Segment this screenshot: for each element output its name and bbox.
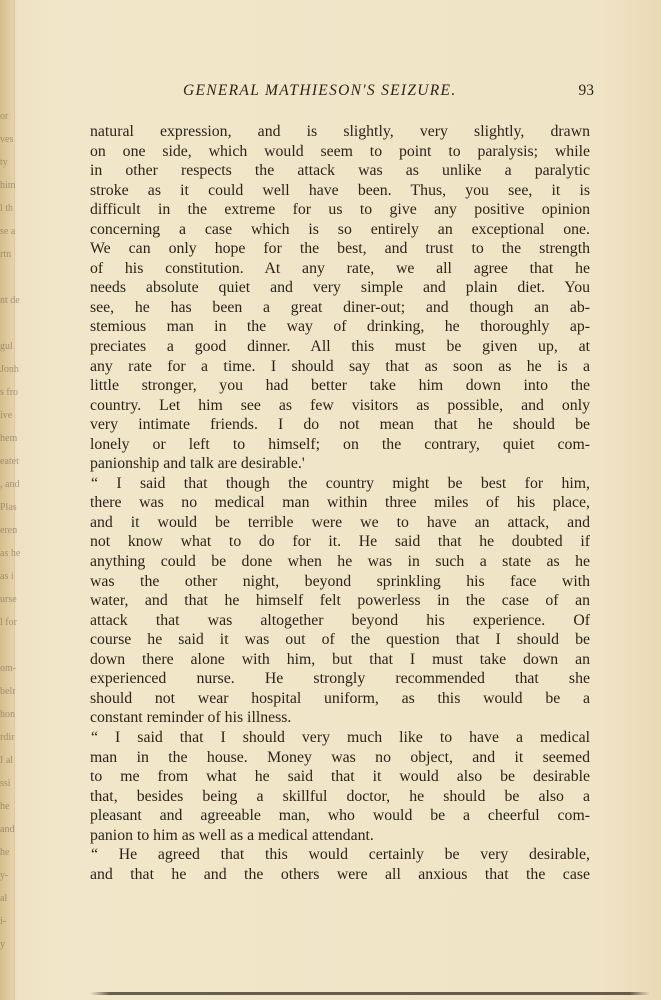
text-line: not know what to do for it. He said that he doubted if: [90, 533, 590, 551]
text-line: man in the house. Money was no object, and it seemed: [90, 748, 590, 766]
text-line: should not wear hospital uniform, as this would be a: [90, 689, 590, 707]
bleed-fragment: nt de: [0, 295, 20, 306]
text-line: anything could be done when he was in such a state as he: [90, 553, 590, 571]
bleed-fragment: al: [0, 893, 8, 904]
body-text: [90, 122, 590, 884]
bleed-fragment: I al: [0, 755, 14, 766]
bleed-fragment: as i: [0, 571, 14, 582]
text-line: any rate for a time. I should say that as soon as he is a: [90, 357, 590, 375]
bleed-fragment: s fro: [0, 387, 19, 398]
bleed-fragment: ty: [0, 157, 8, 168]
bleed-fragment: y-: [0, 870, 9, 881]
text-line: and it would be terrible were we to have an attack, and: [90, 513, 590, 531]
page-bottom-edge: [90, 992, 650, 995]
text-line: needs absolute quiet and very simple and plain diet. You: [90, 279, 590, 297]
bleed-fragment: y: [0, 939, 5, 950]
text-line: was the other night, beyond sprinkling his face with: [90, 572, 590, 590]
text-line: constant reminder of his illness.: [90, 709, 292, 727]
text-line: course he said it was out of the question that I should be: [90, 631, 590, 649]
text-line: on one side, which would seem to point to paralysis; while: [90, 142, 590, 160]
bleed-fragment: he: [0, 847, 10, 858]
text-line: to me from what he said that it would also be desirable: [90, 768, 590, 786]
bleed-fragment: Jonh: [0, 364, 19, 375]
text-line: preciates a good dinner. All this must be given up, at: [90, 338, 590, 356]
bleed-fragment: se a: [0, 226, 16, 237]
bleed-fragment: [0, 639, 20, 662]
bleed-fragment: hon: [0, 709, 15, 720]
text-line: very intimate friends. I do not mean that he should be: [90, 416, 590, 434]
text-line: panion to him as well as a medical attendant.: [90, 826, 374, 844]
bleed-fragment: ssi: [0, 778, 11, 789]
text-line: country. Let him see as few visitors as possible, and only: [90, 396, 590, 414]
bleed-fragment: rtn: [0, 249, 12, 260]
text-line: little stronger, you had better take him down into the: [90, 377, 590, 395]
facing-page-bleed: [0, 110, 20, 961]
bleed-fragment: him: [0, 180, 16, 191]
text-line: difficult in the extreme for us to give any positive opinion: [90, 201, 590, 219]
text-line: see, he has been a great diner-out; and though an ab-: [90, 298, 590, 316]
bleed-fragment: urse: [0, 594, 17, 605]
bleed-fragment: as he: [0, 548, 20, 559]
bleed-fragment: rdir: [0, 732, 15, 743]
bleed-fragment: [0, 317, 20, 340]
bleed-fragment: Plas: [0, 502, 17, 513]
text-line: We can only hope for the best, and trust to the strength: [90, 240, 590, 258]
text-line: of his constitution. At any rate, we all agree that he: [90, 259, 590, 277]
bleed-fragment: l th: [0, 203, 14, 214]
text-line: in other respects the attack was as unlike a paralytic: [90, 162, 590, 180]
bleed-fragment: and: [0, 824, 15, 835]
page-number: 93: [578, 82, 594, 99]
text-line: down there alone with him, but that I must take down an: [90, 650, 590, 668]
bleed-fragment: i-: [0, 916, 7, 927]
bleed-fragment: ive: [0, 410, 13, 421]
bleed-fragment: ves: [0, 134, 14, 145]
text-line: “ I said that I should very much like to have a medical: [91, 728, 590, 746]
text-line: natural expression, and is slightly, very slightly, drawn: [90, 123, 590, 140]
text-line: experienced nurse. He strongly recommended that she: [90, 670, 590, 688]
text-line: that, besides being a skillful doctor, he should be also a: [90, 787, 590, 805]
bleed-fragment: eren: [0, 525, 18, 536]
bleed-fragment: he: [0, 801, 10, 812]
text-line: water, and that he himself felt powerless in the case of an: [90, 592, 590, 610]
text-line: stroke as it could well have been. Thus, you see, it is: [90, 181, 590, 199]
bleed-fragment: hem: [0, 433, 18, 444]
text-line: stemious man in the way of drinking, he thoroughly ap-: [90, 318, 590, 336]
text-line: and that he and the others were all anxious that the case: [90, 865, 590, 883]
text-line: lonely or left to himself; on the contrary, quiet com-: [90, 435, 590, 453]
text-line: attack that was altogether beyond his experience. Of: [90, 611, 590, 629]
bleed-fragment: , and: [0, 479, 20, 490]
bleed-fragment: eatet: [0, 456, 19, 467]
bleed-fragment: gul: [0, 341, 13, 352]
text-line: pleasant and agreeable man, who would be a cheerful com-: [90, 807, 590, 825]
bleed-fragment: belr: [0, 686, 16, 697]
bleed-fragment: om-: [0, 663, 17, 674]
text-line: there was no medical man within three miles of his place,: [90, 494, 590, 512]
running-header: [183, 82, 594, 102]
running-title: GENERAL MATHIESON'S SEIZURE.: [183, 82, 457, 99]
text-line: concerning a case which is so entirely an exceptional one.: [90, 220, 590, 238]
text-line: “ He agreed that this would certainly be very desirable,: [91, 846, 590, 864]
text-line: “ I said that though the country might be best for him,: [91, 474, 590, 492]
bleed-fragment: or: [0, 111, 9, 122]
bleed-fragment: [0, 271, 20, 294]
text-line: panionship and talk are desirable.': [90, 455, 305, 473]
bleed-fragment: l for: [0, 617, 17, 628]
